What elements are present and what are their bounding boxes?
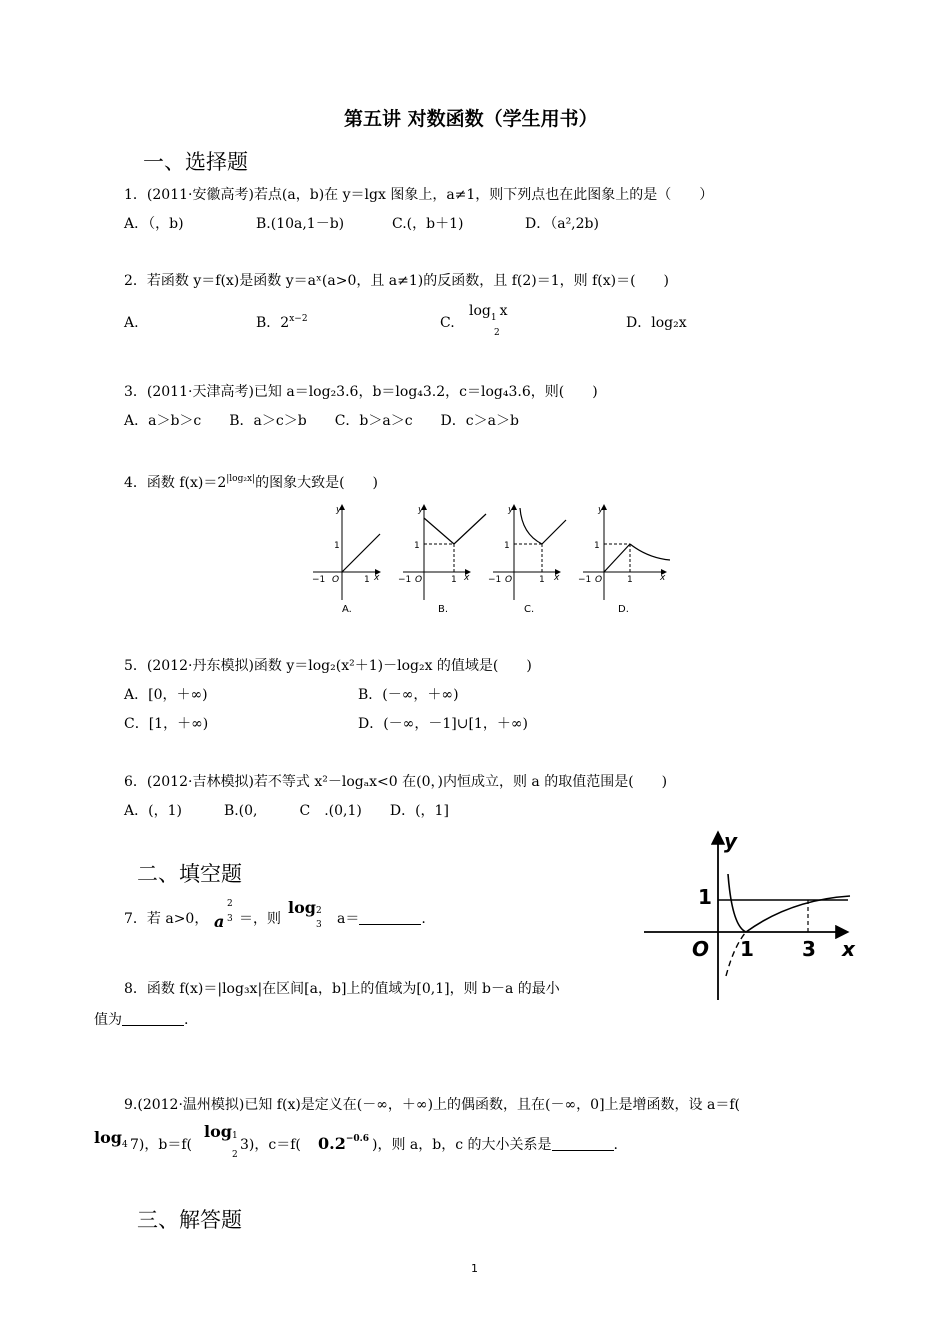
q2-c-arg: x: [499, 303, 508, 319]
log-graph-figure: [640, 826, 862, 1006]
q7-end: .: [421, 911, 426, 927]
q7-base-num: 2: [316, 906, 322, 916]
q2-option-d: D．log₂x: [626, 315, 687, 331]
question-9-line1: 9.(2012·温州模拟)已知 f(x)是定义在(－∞，＋∞)上的偶函数，且在(－∞，0]上是增函数，设 a＝f(: [124, 1097, 740, 1113]
q8-pre: 值为: [94, 1012, 122, 1028]
q7-blank[interactable]: [359, 912, 421, 925]
q4-c-y-label: y: [508, 505, 514, 515]
graph-one-x: 1: [740, 937, 754, 961]
q4-graph-a: [312, 505, 380, 615]
q2-option-b: [256, 314, 308, 332]
q1-number: 1．: [124, 187, 147, 203]
q5-option-b: B．(－∞，＋∞): [358, 687, 459, 703]
q4-graph-d: [578, 505, 670, 615]
q7-exp-num: 2: [227, 899, 233, 909]
q4-b-neg-one: −1: [398, 575, 412, 585]
q7-post: a＝: [337, 911, 360, 927]
section-heading-fill: 二、填空题: [137, 862, 242, 886]
q9-power-base: 0.2: [318, 1134, 346, 1153]
q4-b-x-label: x: [464, 573, 470, 583]
q1-text: 若点(a，b)在 y＝lgx 图象上，a≠1，则下列点也在此图象上的是（ ）: [253, 187, 714, 203]
q4-a-y-label: y: [336, 505, 342, 515]
q4-d-origin: O: [595, 575, 603, 585]
question-4-stem: [124, 474, 378, 492]
q4-a-origin: O: [332, 575, 340, 585]
q4-d-one-y: 1: [594, 541, 600, 551]
q8-blank[interactable]: [122, 1013, 184, 1026]
q2-option-c-log: [469, 302, 508, 322]
q4-b-label: B.: [438, 604, 449, 615]
q9-log-half: log: [204, 1122, 232, 1141]
question-8-line2: [94, 1011, 188, 1029]
q8-end: .: [184, 1012, 189, 1028]
q4-c-x-label: x: [554, 573, 560, 583]
q4-a-one-y: 1: [334, 541, 340, 551]
question-1-stem: [124, 186, 713, 204]
q9-power-exponent: −0.6: [345, 1134, 370, 1144]
q7-log: log: [288, 898, 316, 917]
q9-log-half-den: 2: [232, 1150, 238, 1160]
q4-graph-b: [398, 505, 486, 615]
q1-option-d: D．（a²,2b): [525, 216, 599, 232]
graph-y-label: y: [724, 829, 738, 853]
q4-b-origin: O: [415, 575, 423, 585]
q4-graph-options: [308, 500, 678, 620]
q7-answer-line: [337, 910, 426, 928]
q4-d-x-label: x: [660, 573, 666, 583]
q4-d-label: D.: [618, 604, 629, 615]
q4-c-one-y: 1: [504, 541, 510, 551]
q2-c-base-num: 1: [490, 313, 497, 323]
q2-c-log-text: log: [469, 303, 491, 319]
q4-c-neg-one: −1: [488, 575, 502, 585]
page-title: 第五讲 对数函数（学生用书）: [344, 108, 598, 130]
q7-mid: ＝，则: [239, 911, 281, 927]
q9-end: .: [613, 1137, 618, 1153]
q4-a-x-label: x: [374, 573, 380, 583]
q4-stem-pre: 4．函数 f(x)＝2: [124, 475, 227, 491]
q7-base-den: 3: [316, 920, 322, 930]
question-7: [124, 910, 208, 928]
q4-b-y-label: y: [418, 505, 424, 515]
question-2-stem: 2．若函数 y＝f(x)是函数 y＝aˣ(a>0，且 a≠1)的反函数，且 f(2)＝1，则 f(x)＝( ): [124, 273, 669, 289]
q9-part2: 7)，b＝f(: [130, 1137, 192, 1153]
q2-option-a: A.: [124, 315, 139, 331]
graph-origin: O: [692, 937, 710, 961]
q4-stem-post: 的图象大致是( ): [255, 475, 379, 491]
graph-three-x: 3: [802, 937, 816, 961]
q1-option-c: C.(，b＋1): [392, 216, 464, 232]
q9-part4-text: )，则 a，b，c 的大小关系是: [372, 1137, 552, 1153]
q4-a-one-x: 1: [364, 575, 370, 585]
q5-option-a: A．[0，＋∞): [124, 687, 208, 703]
q9-power: [318, 1134, 369, 1153]
q4-stem-exponent: |log₂x|: [226, 474, 256, 484]
q4-c-one-x: 1: [539, 575, 545, 585]
q9-log-half-num: 1: [232, 1131, 238, 1141]
q2-option-b-base: B．2: [256, 315, 290, 331]
q9-part4: [372, 1136, 618, 1154]
q4-d-neg-one: −1: [578, 575, 592, 585]
q4-graph-c: [488, 505, 566, 615]
q2-c-base-den: 2: [494, 328, 500, 338]
question-3-stem: 3．(2011·天津高考)已知 a＝log₂3.6，b＝log₄3.2，c＝log₄3.6，则( ): [124, 384, 598, 400]
q3-options: A．a＞b＞c B．a＞c＞b C．b＞a＞c D．c＞a＞b: [124, 413, 519, 429]
q4-d-y-label: y: [598, 505, 604, 515]
section-heading-choice: 一、选择题: [143, 150, 248, 174]
q9-part3: 3)，c＝f(: [240, 1137, 301, 1153]
q6-options: A．(，1) B.(0, C .(0,1) D．(，1]: [124, 803, 449, 819]
question-5-stem: 5．(2012·丹东模拟)函数 y＝log₂(x²＋1)－log₂x 的值域是( ): [124, 658, 532, 674]
q7-exp-den: 3: [227, 914, 233, 924]
q7-a: a: [214, 912, 225, 931]
q9-log4-base: 4: [122, 1140, 128, 1150]
graph-one-y: 1: [698, 885, 712, 909]
q1-option-a: A．（，b): [124, 216, 184, 232]
q4-c-label: C.: [524, 604, 535, 615]
question-8-line1: 8．函数 f(x)＝|log₃x|在区间[a，b]上的值域为[0,1]，则 b－a 的最小: [124, 981, 560, 997]
section-heading-answer: 三、解答题: [137, 1208, 242, 1232]
q2-option-c: C.: [440, 315, 455, 331]
q5-option-c: C．[1，＋∞): [124, 716, 209, 732]
q1-option-b: B.(10a,1－b): [256, 216, 345, 232]
question-6-stem: 6．(2012·吉林模拟)若不等式 x²－logₐx<0 在(0，)内恒成立，则 a 的取值范围是( ): [124, 774, 668, 790]
q7-pre: 7．若 a>0，: [124, 911, 209, 927]
graph-x-label: x: [842, 937, 855, 961]
q5-option-d: D．(－∞，－1]∪[1，＋∞): [358, 716, 528, 732]
q9-log4: log: [94, 1128, 122, 1147]
q4-a-label: A.: [342, 604, 352, 615]
q2-option-b-exponent: x−2: [289, 314, 308, 324]
q1-source: (2011·安徽高考): [146, 187, 254, 203]
q4-a-neg-one: −1: [312, 575, 326, 585]
q4-b-one-y: 1: [414, 541, 420, 551]
graph-curve-increasing: [746, 896, 850, 932]
page-number: 1: [471, 1262, 478, 1275]
q4-b-one-x: 1: [451, 575, 457, 585]
q9-blank[interactable]: [552, 1138, 614, 1151]
q4-d-one-x: 1: [627, 575, 633, 585]
q4-c-origin: O: [505, 575, 513, 585]
graph-curve-decreasing: [728, 874, 746, 932]
